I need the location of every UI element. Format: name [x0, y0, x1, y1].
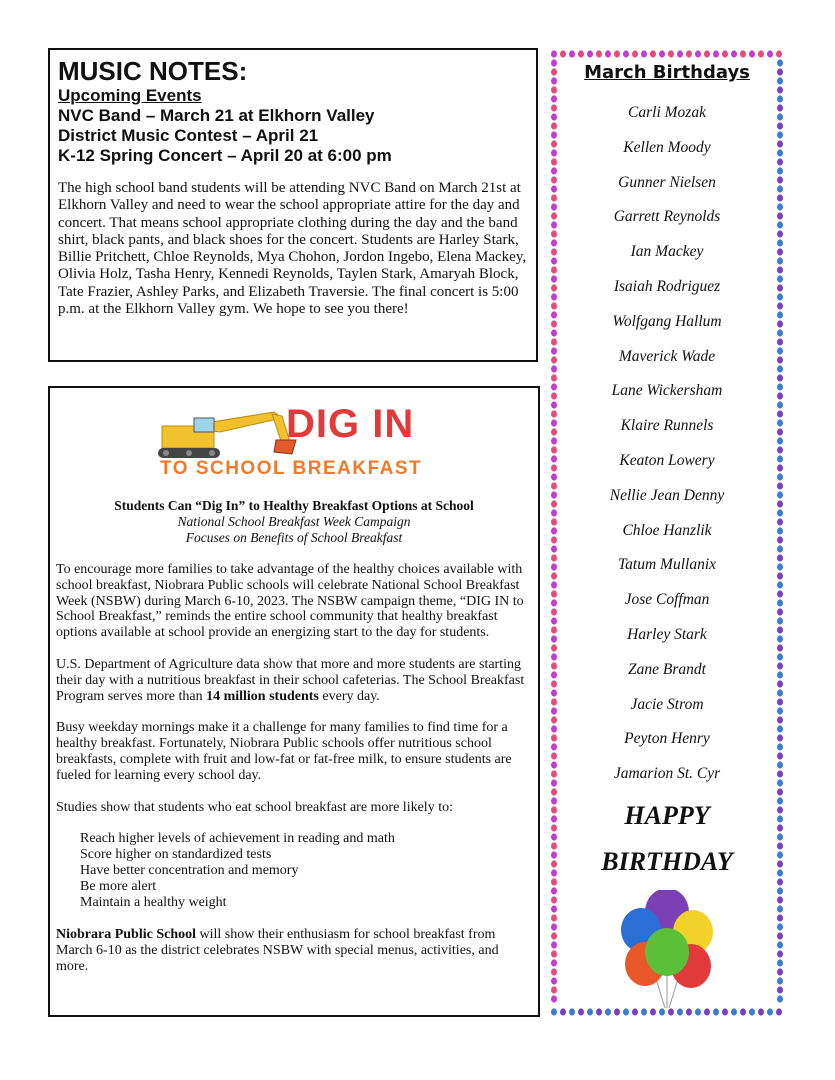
happy-text: HAPPY	[624, 800, 710, 830]
birthday-list	[570, 96, 764, 792]
breakfast-section	[48, 386, 540, 1017]
list-item: Maintain a healthy weight	[80, 895, 227, 911]
birthday-name: Zane Brandt	[628, 660, 706, 678]
breakfast-paragraph	[56, 657, 532, 704]
paragraph-text: U.S. Department of Agriculture data show that more and more students are starting their day with a nutritious breakfast in their school cafeterias. The School Breakfast Program serves more than	[56, 656, 525, 704]
birthday-name: Peyton Henry	[624, 730, 710, 748]
birthday-name: Maverick Wade	[618, 347, 716, 365]
birthday-name: Carli Mozak	[628, 104, 706, 121]
birthday-name: Jamarion St. Cyr	[613, 765, 721, 783]
music-notes-title: MUSIC NOTES:	[58, 56, 248, 86]
balloons-icon	[617, 890, 717, 1010]
music-notes-body: The high school band students will be attending NVC Band on March 21st at Elkhorn Valley and need to wear the school appropriate attire for the day and concert. That means school appropriate clothing during the day and the band shirt, black pants, and black shoes for the concert. Students are Harley Stark, Billie Pritchett, Chloe Reynolds, Mya Chohon, Jordon Ingebo, Elena Mackey, Olivia Holz, Tasha Henry, Kennedi Reynolds, Taylen Stark, Amaryah Block, Tate Frazier, Ashley Parks, and Elizabeth Traversie. The final concert is 5:00 p.m. at the Elkhorn Valley gym. We hope to see you there!	[58, 180, 527, 318]
birthday-name: Jose Coffman	[624, 591, 710, 609]
birthday-name: Keaton Lowery	[619, 451, 715, 469]
event-item: K-12 Spring Concert – April 20 at 6:00 pm	[58, 146, 392, 165]
dig-in-logo	[154, 400, 434, 486]
birthday-name: Nellie Jean Denny	[609, 486, 725, 504]
benefits-list	[56, 831, 532, 911]
birthday-name: Kellen Moody	[623, 138, 711, 156]
breakfast-paragraph	[56, 927, 532, 974]
birthday-name: Ian Mackey	[630, 243, 704, 261]
birthday-name: Tatum Mullanix	[617, 556, 717, 574]
birthday-name: Jacie Strom	[630, 695, 704, 713]
breakfast-paragraph: To encourage more families to take advantage of the healthy choices available with school breakfast, Niobrara Public schools will celebrate National School Breakfast Week (NSBW) during March 6-10, 2023. The NSBW campaign theme, “DIG IN to School Breakfast,” reminds the entire school community that healthy breakfast options available at school provide an energizing start to the day for students.	[56, 562, 524, 641]
highlight-text: 14 million students	[206, 688, 319, 704]
logo-dig-in-text: DIG IN	[286, 402, 415, 446]
upcoming-events-heading: Upcoming Events	[58, 86, 202, 105]
list-item: Have better concentration and memory	[80, 863, 299, 879]
paragraph-text: every day.	[318, 688, 380, 704]
birthday-name: Wolfgang Hallum	[612, 312, 722, 330]
breakfast-paragraph: Studies show that students who eat school breakfast are more likely to:	[56, 799, 453, 815]
birthday-name: Klaire Runnels	[620, 417, 714, 435]
breakfast-subheading: Focuses on Benefits of School Breakfast	[185, 530, 403, 545]
music-notes-section	[48, 48, 538, 362]
list-item: Be more alert	[80, 879, 157, 895]
paragraph-text: will show their enthusiasm for school breakfast from March 6-10 as the district celebrates NSBW with special menus, activities, and more.	[56, 927, 499, 974]
logo-tagline: TO SCHOOL BREAKFAST	[160, 458, 423, 479]
birthday-name: Gunner Nielsen	[618, 173, 716, 191]
breakfast-subheading: National School Breakfast Week Campaign	[177, 514, 411, 529]
event-item: NVC Band – March 21 at Elkhorn Valley	[58, 106, 375, 125]
birthday-name: Lane Wickersham	[611, 382, 723, 400]
school-name: Niobrara Public School	[56, 927, 197, 943]
event-item: District Music Contest – April 21	[58, 126, 319, 145]
birthday-name: Harley Stark	[627, 625, 707, 643]
breakfast-paragraph: Busy weekday mornings make it a challenge for many families to find time for a healthy breakfast. Fortunately, Niobrara Public schools offer nutritious school breakfasts, complete with fruit and low-fat or fat-free milk, to ensure students are fueled for learning every school day.	[56, 720, 512, 783]
breakfast-heading: Students Can “Dig In” to Healthy Breakfast Options at School	[114, 498, 474, 513]
birthday-name: Garrett Reynolds	[613, 208, 721, 226]
birthday-content	[570, 60, 764, 1010]
list-item: Reach higher levels of achievement in reading and math	[80, 831, 395, 847]
birthday-text: BIRTHDAY	[601, 846, 733, 876]
list-item: Score higher on standardized tests	[80, 847, 272, 863]
birthday-name: Chloe Hanzlik	[622, 521, 712, 539]
birthday-name: Isaiah Rodriguez	[613, 277, 721, 295]
birthday-panel	[548, 48, 786, 1018]
birthday-title: March Birthdays	[584, 62, 750, 83]
